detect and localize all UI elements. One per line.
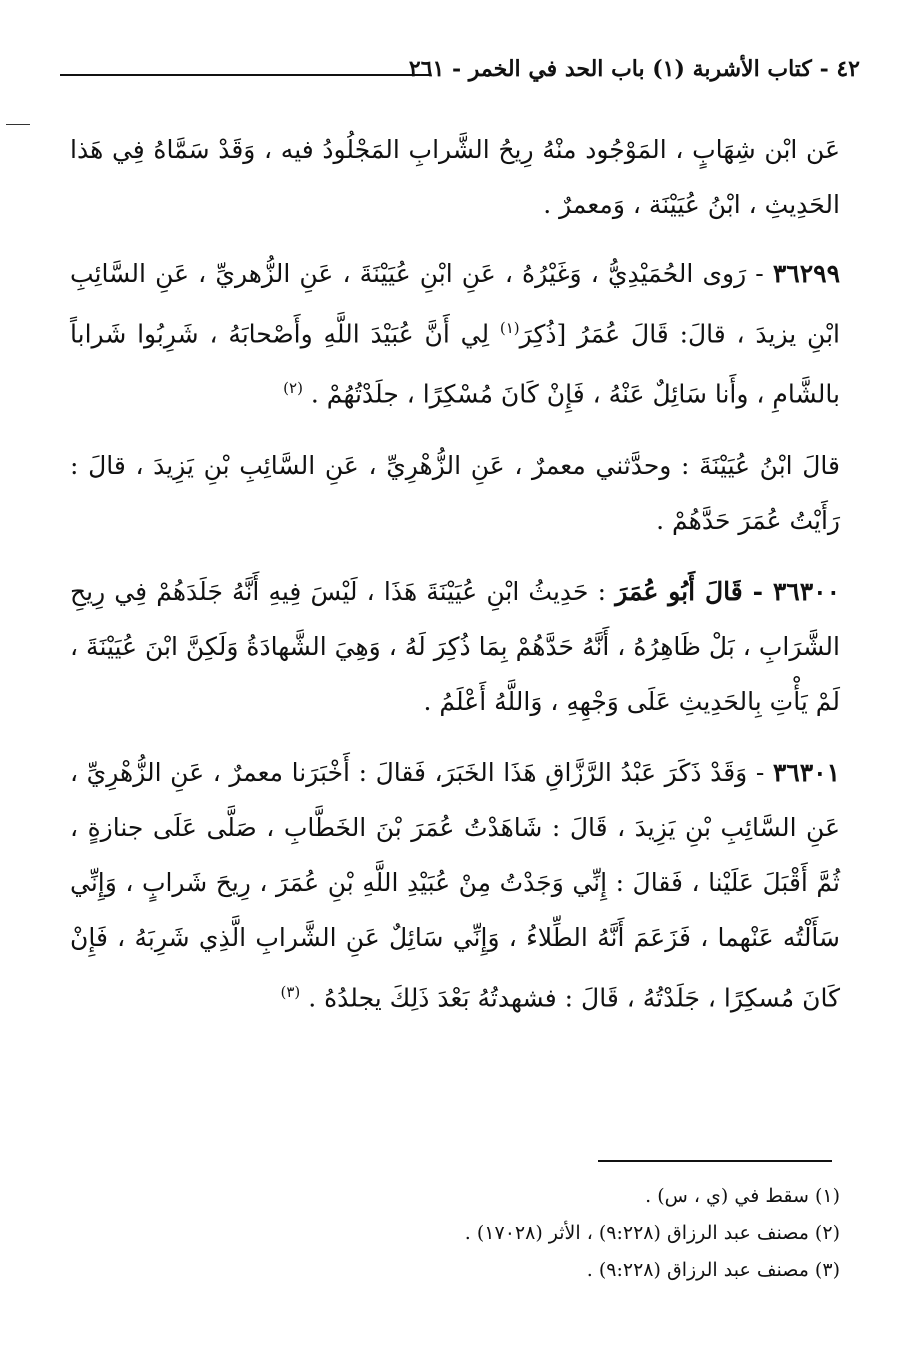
footnote-ref[interactable]: (٢) [283, 379, 303, 398]
footnote-ref[interactable]: (١) [499, 319, 520, 337]
paragraph-text: عَن ابْن شِهَابٍ ، المَوْجُود منْهُ رِيحُ الشَّرابِ المَجْلُودُ فيه ، وَقَدْ سَمَّاهُ فِي هَذا الحَدِيثِ ، ابْنُ عُيَيْنَة ، وَمعمرٌ . [70, 135, 840, 219]
paragraph-text: : حَدِيثُ ابْنِ عُيَيْنَةَ هَذَا ، لَيْسَ فِيهِ أَنَّهُ جَلَدَهُمْ فِي رِيحِ الشَّرَابِ ، بَلْ ظَاهِرُهُ ، أَنَّهُ حَدَّهُمْ بِمَا ذُكِرَ لَهُ ، وَهِيَ الشَّهادَةُ وَلَكِنَّ ابْنَ عُيَيْنَةَ ، لَمْ يَأْتِ بِالحَدِيثِ عَلَى وَجْهِهِ ، وَاللَّهُ أَعْلَمُ . [70, 576, 840, 716]
paragraph-ibn-uyaynah [70, 438, 840, 548]
paragraph-number: ٣٦٣٠٠ [772, 576, 840, 606]
paragraph-continuation [70, 122, 840, 232]
paragraph-text: - رَوى الحُمَيْدِيُّ ، وَغَيْرُهُ ، عَنِ ابْنِ عُيَيْنَةَ ، عَنِ الزُّهريِّ ، عَنِ السَّائِبِ ابْنِ يزيدَ ، قالَ: قَالَ عُمَرُ [ذُكِرَ [70, 259, 840, 349]
paragraph-36301 [70, 745, 840, 1025]
footnote-1: (١) سقط في (ي ، س) . [645, 1185, 840, 1207]
paragraph-36300 [70, 564, 840, 729]
footnotes [280, 1178, 840, 1289]
header-rule [60, 74, 430, 76]
paragraph-number: ٣٦٣٠١ [772, 757, 840, 787]
paragraph-text: - وَقَدْ ذَكَرَ عَبْدُ الرَّزَّاقِ هَذَا الخَبَرَ، فَقالَ : أَخْبَرَنا معمرٌ ، عَنِ الزُّهْرِيِّ ، عَنِ السَّائِبِ بْنِ يَزِيدَ ، قَالَ : شَاهَدْتُ عُمَرَ بْنَ الخَطَّابِ ، صَلَّى عَلَى جنازةٍ ، ثُمَّ أَقْبَلَ عَلَيْنا ، فَقالَ : إِنِّي وَجَدْتُ مِنْ عُبَيْدِ اللَّهِ بْنِ عُمَرَ ، رِيحَ شَرابٍ ، وَإِنِّي سَأَلْتُه عَنْهما ، فَزَعَمَ أَنَّهُ الطِّلاءُ ، وَإِنِّي سَائِلٌ عَنِ الشَّرابِ الَّذِي شَرِبَهُ ، فَإِنْ كَانَ مُسكِرًا ، جَلَدْتُهُ ، قَالَ : فشهدتُهُ بَعْدَ ذَلِكَ يجلدُهُ . [70, 757, 840, 1012]
paragraph-lead: - قَالَ أَبُو عُمَرَ [615, 576, 773, 606]
paragraph-number: ٣٦٢٩٩ [772, 259, 840, 288]
paragraph-text: قالَ ابْنُ عُيَيْنَةَ : وحدَّثني معمرٌ ، عَنِ الزُّهْرِيِّ ، عَنِ السَّائِبِ بْنِ يَزِيدَ ، قالَ : رَأَيْتُ عُمَرَ حَدَّهُمْ . [70, 450, 840, 535]
running-header [60, 56, 860, 92]
main-text [70, 122, 840, 1041]
footnote-3: (٣) مصنف عبد الرزاق (٩:٢٢٨) . [586, 1259, 840, 1281]
footnote-2: (٢) مصنف عبد الرزاق (٩:٢٢٨) ، الأثر (١٧٠٢٨) . [464, 1222, 840, 1244]
footnote-ref[interactable]: (٣) [280, 982, 301, 1001]
footnote-rule [598, 1160, 832, 1162]
paragraph-text-cont: لِي أَنَّ عُبَيْدَ اللَّهِ وأَصْحابَهُ ، شَرِبُوا شَراباً بالشَّامِ ، وأَنا سَائِلٌ عَنْهُ ، فَإِنْ كَانَ مُسْكِرًا ، جلَدْتُهُمْ . [70, 319, 840, 409]
margin-mark [6, 124, 30, 125]
header-title: ٤٢ - كتاب الأشربة (١) باب الحد في الخمر - ٢٦١ [408, 56, 860, 82]
paragraph-36299 [70, 246, 840, 422]
